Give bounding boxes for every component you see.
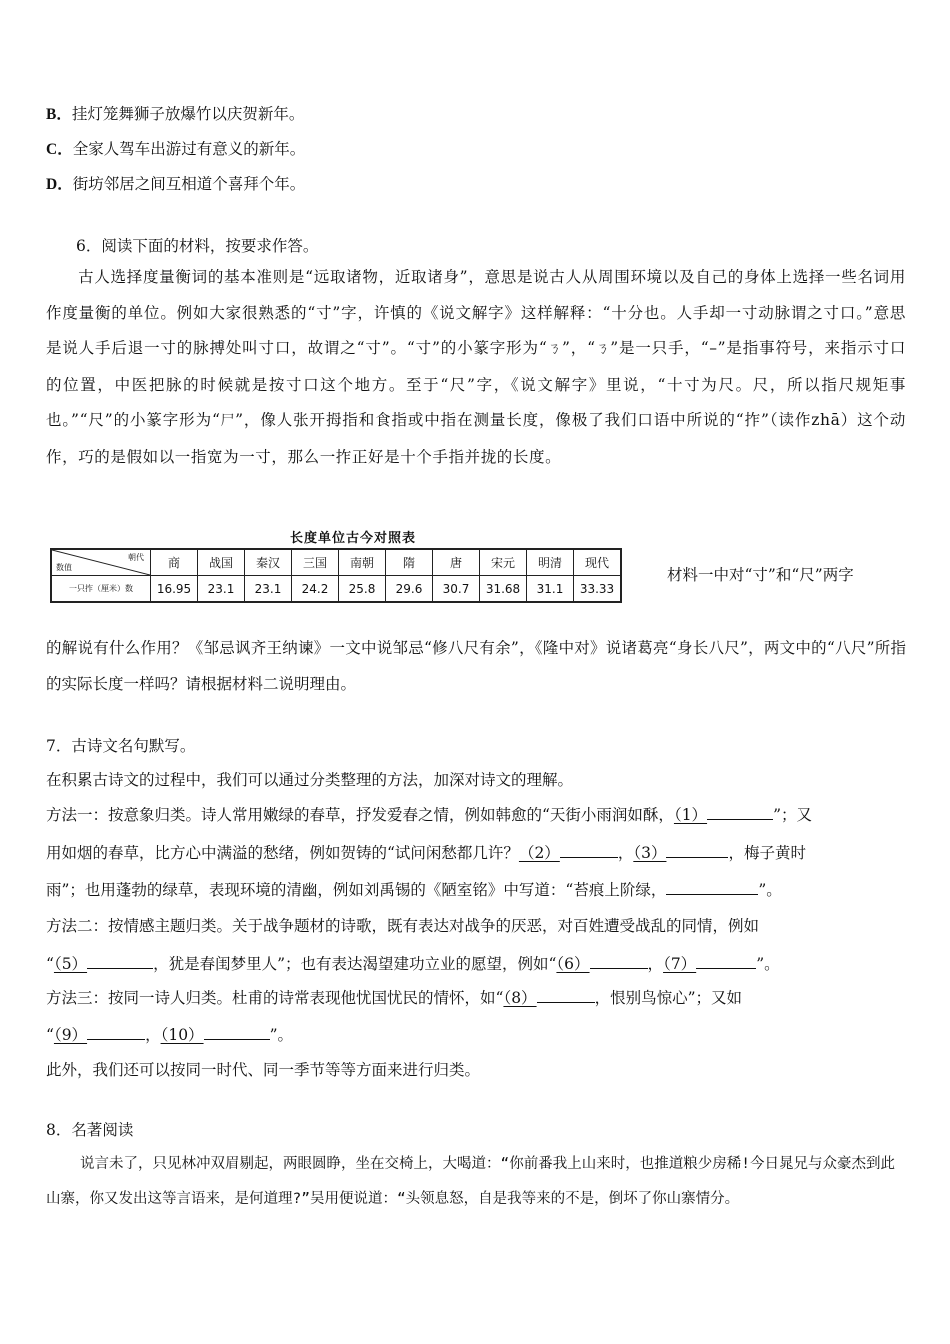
q7-text: 方法三：按同一诗人归类。杜甫的诗常表现他忧国忧民的情怀，如“ xyxy=(46,989,504,1007)
q7-text: ”。 xyxy=(269,1026,293,1044)
dynasty-cell: 商 xyxy=(151,549,198,576)
option-letter: D． xyxy=(46,176,73,193)
q7-text: “ xyxy=(46,1026,54,1044)
seal-chi-glyph: 尸 xyxy=(220,413,236,429)
blank-8-field[interactable] xyxy=(537,988,595,1003)
value-cell: 16.95 xyxy=(151,576,198,603)
blank-10-field[interactable] xyxy=(204,1025,270,1040)
blank-4-field[interactable] xyxy=(666,880,758,895)
dynasty-cell: 南朝 xyxy=(339,549,386,576)
q7-method2-line2 xyxy=(46,954,780,974)
blank-9-label: （9） xyxy=(53,1026,88,1044)
q7-method1-line3 xyxy=(46,880,782,900)
seal-hand-glyph: ㄋ xyxy=(595,341,611,357)
q7-text: ， xyxy=(145,1026,161,1044)
header-dynasty-label: 朝代 xyxy=(128,553,144,562)
value-cell: 33.33 xyxy=(574,576,622,603)
option-letter: C． xyxy=(46,141,73,158)
blank-5-field[interactable] xyxy=(87,954,153,969)
q7-method3-line2 xyxy=(46,1025,293,1045)
dynasty-cell: 现代 xyxy=(574,549,622,576)
blank-3-field[interactable] xyxy=(666,843,728,858)
dynasty-cell: 秦汉 xyxy=(245,549,292,576)
blank-2-label: （2） xyxy=(518,844,560,862)
dynasty-cell: 隋 xyxy=(386,549,433,576)
blank-6-label: （6） xyxy=(556,955,590,973)
blank-8-label: （8） xyxy=(503,989,537,1007)
blank-2-field[interactable] xyxy=(560,843,618,858)
option-text: 挂灯笼舞狮子放爆竹以庆贺新年。 xyxy=(71,105,305,123)
q8-heading: 8．名著阅读 xyxy=(46,1121,134,1139)
blank-1-field[interactable] xyxy=(707,805,773,820)
dash-symbol: – xyxy=(709,339,718,357)
table-header-row xyxy=(51,549,621,576)
q7-heading: 7．古诗文名句默写。 xyxy=(46,737,196,755)
dynasty-cell: 三国 xyxy=(292,549,339,576)
blank-1-label: （1） xyxy=(673,806,708,824)
option-text: 全家人驾车出游过有意义的新年。 xyxy=(72,140,306,158)
q7-text: 用如烟的春草，比方心中满溢的愁绪，例如贺铸的“试问闲愁都几许？ xyxy=(46,844,519,862)
q6-heading: 6．阅读下面的材料，按要求作答。 xyxy=(76,237,319,255)
q7-method3-line1 xyxy=(46,988,742,1008)
q6-question-part2: 的解说有什么作用？《邹忌讽齐王纳谏》一文中说邹忌“修八尺有余”，《隆中对》说诸葛亮“身长八尺”，两文中的“八尺”所指的实际长度一样吗？请根据材料二说明理由。 xyxy=(46,639,906,693)
value-cell: 23.1 xyxy=(198,576,245,603)
q7-text: ， xyxy=(617,844,634,862)
value-cell: 31.68 xyxy=(480,576,527,603)
q6-text-3: ”是一只手，“ xyxy=(610,339,710,357)
q6-text-1: 古人选择度量衡词的基本准则是“远取诸物，近取诸身”，意思是说古人从周围环境以及自己的身体上选择一些名词用作度量衡的单位。例如大家很熟悉的“寸”字，许慎的《说文解字》这样解释：“十分也。人手却一寸动脉谓之寸口。”意思是说人手后退一寸的脉搏处叫寸口，故谓之“寸”。“寸”的小篆字形为“ xyxy=(46,268,906,357)
seal-cun-glyph: ㄋ xyxy=(547,341,562,357)
q7-text: 方法一：按意象归类。诗人常用嫩绿的春草，抒发爱春之情，例如韩愈的“天街小雨润如酥， xyxy=(46,806,674,824)
header-value-label: 数值 xyxy=(56,563,72,572)
option-c xyxy=(46,139,305,160)
option-b xyxy=(46,104,304,125)
value-cell: 23.1 xyxy=(245,576,292,603)
q6-question-part1: 材料一中对“寸”和“尺”两字 xyxy=(667,566,854,584)
q7-method2-line1: 方法二：按情感主题归类。关于战争题材的诗歌，既有表达对战争的厌恶，对百姓遭受战乱的同情，例如 xyxy=(46,917,760,935)
blank-10-label: （10） xyxy=(160,1026,204,1044)
option-letter: B． xyxy=(46,106,72,123)
q7-text: “ xyxy=(46,955,54,973)
table-diagonal-header xyxy=(51,549,151,576)
q7-text: ，恨别鸟惊心”；又如 xyxy=(594,989,742,1007)
q7-text: ， xyxy=(647,955,664,973)
blank-7-field[interactable] xyxy=(696,954,756,969)
blank-3-label: （3） xyxy=(633,844,667,862)
q7-text: ，梅子黄时 xyxy=(728,844,806,862)
row-label: 一只拃（厘米）数 xyxy=(51,576,151,603)
length-unit-table xyxy=(50,548,622,603)
q6-text-5: ”，像人张开拇指和食指或中指在测量长度，像极了我们口语中所说的“拃”（读作zhā）这个动作，巧的是假如以一指宽为一寸，那么一拃正好是十个手指并拢的长度。 xyxy=(46,411,906,466)
option-d xyxy=(46,174,305,195)
value-cell: 31.1 xyxy=(527,576,574,603)
q7-text: ”；又 xyxy=(773,806,812,824)
value-cell: 24.2 xyxy=(292,576,339,603)
q7-text: ”。 xyxy=(758,881,782,899)
dynasty-cell: 战国 xyxy=(198,549,245,576)
q8-text: 说言未了，只见林冲双眉剔起，两眼圆睁，坐在交椅上，大喝道：“你前番我上山来时，也推道粮少房稀!今日晁兄与众豪杰到此山寨，你又发出这等言语来，是何道理?”吴用便说道：“头领息怒，自是我等来的不是，倒坏了你山寨情分。 xyxy=(46,1156,895,1207)
blank-6-field[interactable] xyxy=(590,954,648,969)
q7-outro: 此外，我们还可以按同一时代、同一季节等等方面来进行归类。 xyxy=(46,1061,481,1079)
blank-9-field[interactable] xyxy=(87,1025,145,1040)
option-text: 街坊邻居之间互相道个喜拜个年。 xyxy=(72,175,306,193)
table-title: 长度单位古今对照表 xyxy=(290,531,417,546)
blank-5-label: （5） xyxy=(53,955,88,973)
value-cell: 30.7 xyxy=(433,576,480,603)
table-value-row xyxy=(51,576,621,603)
q6-text-4: ”是指事符号，来指示寸口的位置，中医把脉的时候就是按寸口这个地方。至于“尺”字，《说文解字》里说，“十寸为尺。尺，所以指尺规矩事也。”“尺”的小篆字形为“ xyxy=(46,339,906,429)
q6-text-2: ”，“ xyxy=(561,339,596,357)
q7-text: ”。 xyxy=(756,955,780,973)
q7-intro: 在积累古诗文的过程中，我们可以通过分类整理的方法，加深对诗文的理解。 xyxy=(46,771,574,789)
value-cell: 29.6 xyxy=(386,576,433,603)
dynasty-cell: 唐 xyxy=(433,549,480,576)
q7-method1-line2 xyxy=(46,843,806,863)
dynasty-cell: 明清 xyxy=(527,549,574,576)
q7-text: 雨”；也用蓬勃的绿草，表现环境的清幽，例如刘禹锡的《陋室铭》中写道：“苔痕上阶绿， xyxy=(46,881,667,899)
q7-text: ，犹是春闺梦里人”；也有表达渴望建功立业的愿望，例如“ xyxy=(153,955,557,973)
value-cell: 25.8 xyxy=(339,576,386,603)
q6-material xyxy=(46,260,906,475)
q7-method1-line1 xyxy=(46,805,812,825)
blank-7-label: （7） xyxy=(663,955,697,973)
dynasty-cell: 宋元 xyxy=(480,549,527,576)
